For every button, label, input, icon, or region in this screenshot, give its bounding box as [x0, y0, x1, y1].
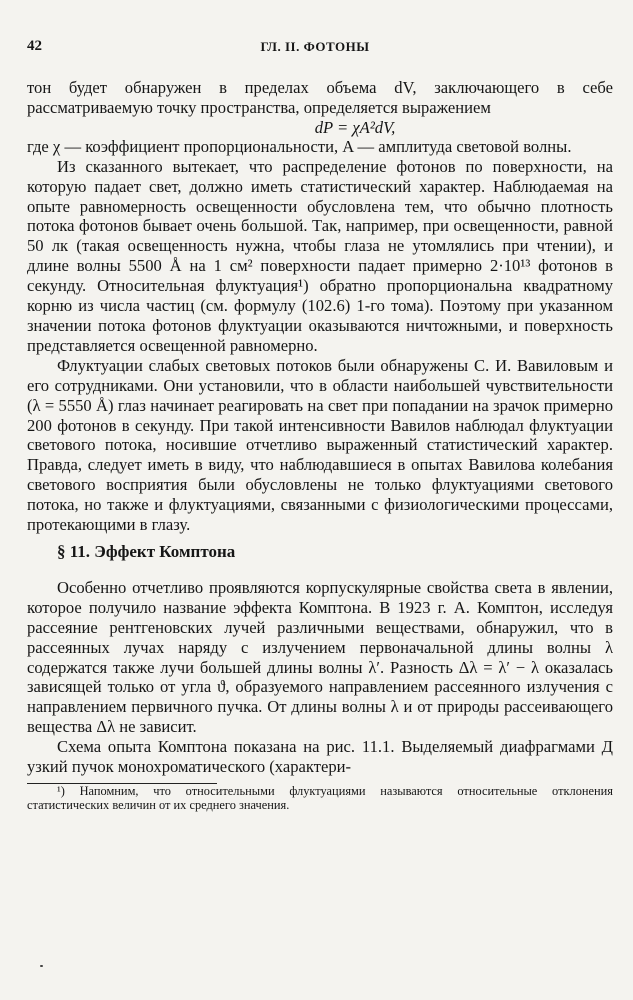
- page-header: [27, 38, 603, 60]
- paragraph-vavilov: Флуктуации слабых световых потоков были обнаружены С. И. Вавиловым и его сотрудниками. Они установили, что в области наибольшей чувствительности (λ = 5550 Å) глаз начинает реагировать на свет при попадании на зрачок примерно 200 фотонов в секунду. При такой интенсивности Вавилов наблюдал флуктуации светового потока, носившие отчетливо выраженный статистический характер. Правда, следует иметь в виду, что наблюдавшиеся в опытах Вавилова колебания светового восприятия были обусловлены не только флуктуациями светового потока, но также и флуктуациями, связанными с физиологическими процессами, протекающими в глазу.: [27, 355, 613, 535]
- page-number: 42: [27, 38, 42, 54]
- footnote: ¹) Напомним, что относительными флуктуациями называются относительные отклонения статистических величин от их среднего значения.: [27, 784, 613, 812]
- paragraph-compton-setup: Схема опыта Комптона показана на рис. 11.1. Выделяемый диафрагмами Д узкий пучок монохроматического (характери-: [27, 737, 613, 777]
- paragraph-formula-explanation: где χ — коэффициент пропорциональности, A — амплитуда световой волны.: [27, 136, 572, 156]
- running-title: ГЛ. II. ФОТОНЫ: [260, 39, 370, 54]
- section-heading: § 11. Эффект Комптона: [57, 541, 236, 561]
- paragraph-photon-distribution: Из сказанного вытекает, что распределение фотонов по поверхности, на которую падает свет, должно иметь статистический характер. Наблюдаемая на опыте равномерность освещенности обусловлена тем, что обычно плотность потока фотонов бывает очень большой. Так, например, при освещенности, равной 50 лк (такая освещенность нужна, чтобы глаза не утомлялись при чтении), и длине волны 5500 Å на 1 см² поверхности падает примерно 2·10¹³ фотонов в секунду. Относительная флуктуация¹) обратно пропорциональна квадратному корню из числа частиц (см. формулу (102.6) 1-го тома). Поэтому при указанном значении потока фотонов флуктуации оказываются ничтожными, и поверхность представляется освещенной равномерно.: [27, 156, 613, 355]
- print-speck: [40, 965, 43, 967]
- formula: dP = χA²dV,: [314, 117, 396, 137]
- page-body: [27, 78, 613, 812]
- paragraph-continued: тон будет обнаружен в пределах объема dV, заключающего в себе рассматриваемую точку пространства, определяется выражением: [27, 78, 613, 117]
- paragraph-compton-effect: Особенно отчетливо проявляются корпускулярные свойства света в явлении, которое получило название эффекта Комптона. В 1923 г. А. Комптон, исследуя рассеяние рентгеновских лучей различными веществами, обнаружил, что в рассеянных лучах наряду с излучением первоначальной длины волны λ содержатся также лучи большей длины волны λ′. Разность Δλ = λ′ − λ оказалась зависящей только от угла ϑ, образуемого направлением рассеянного излучения с направлением первичного пучка. От длины волны λ и от природы рассеивающего вещества Δλ не зависит.: [27, 577, 613, 737]
